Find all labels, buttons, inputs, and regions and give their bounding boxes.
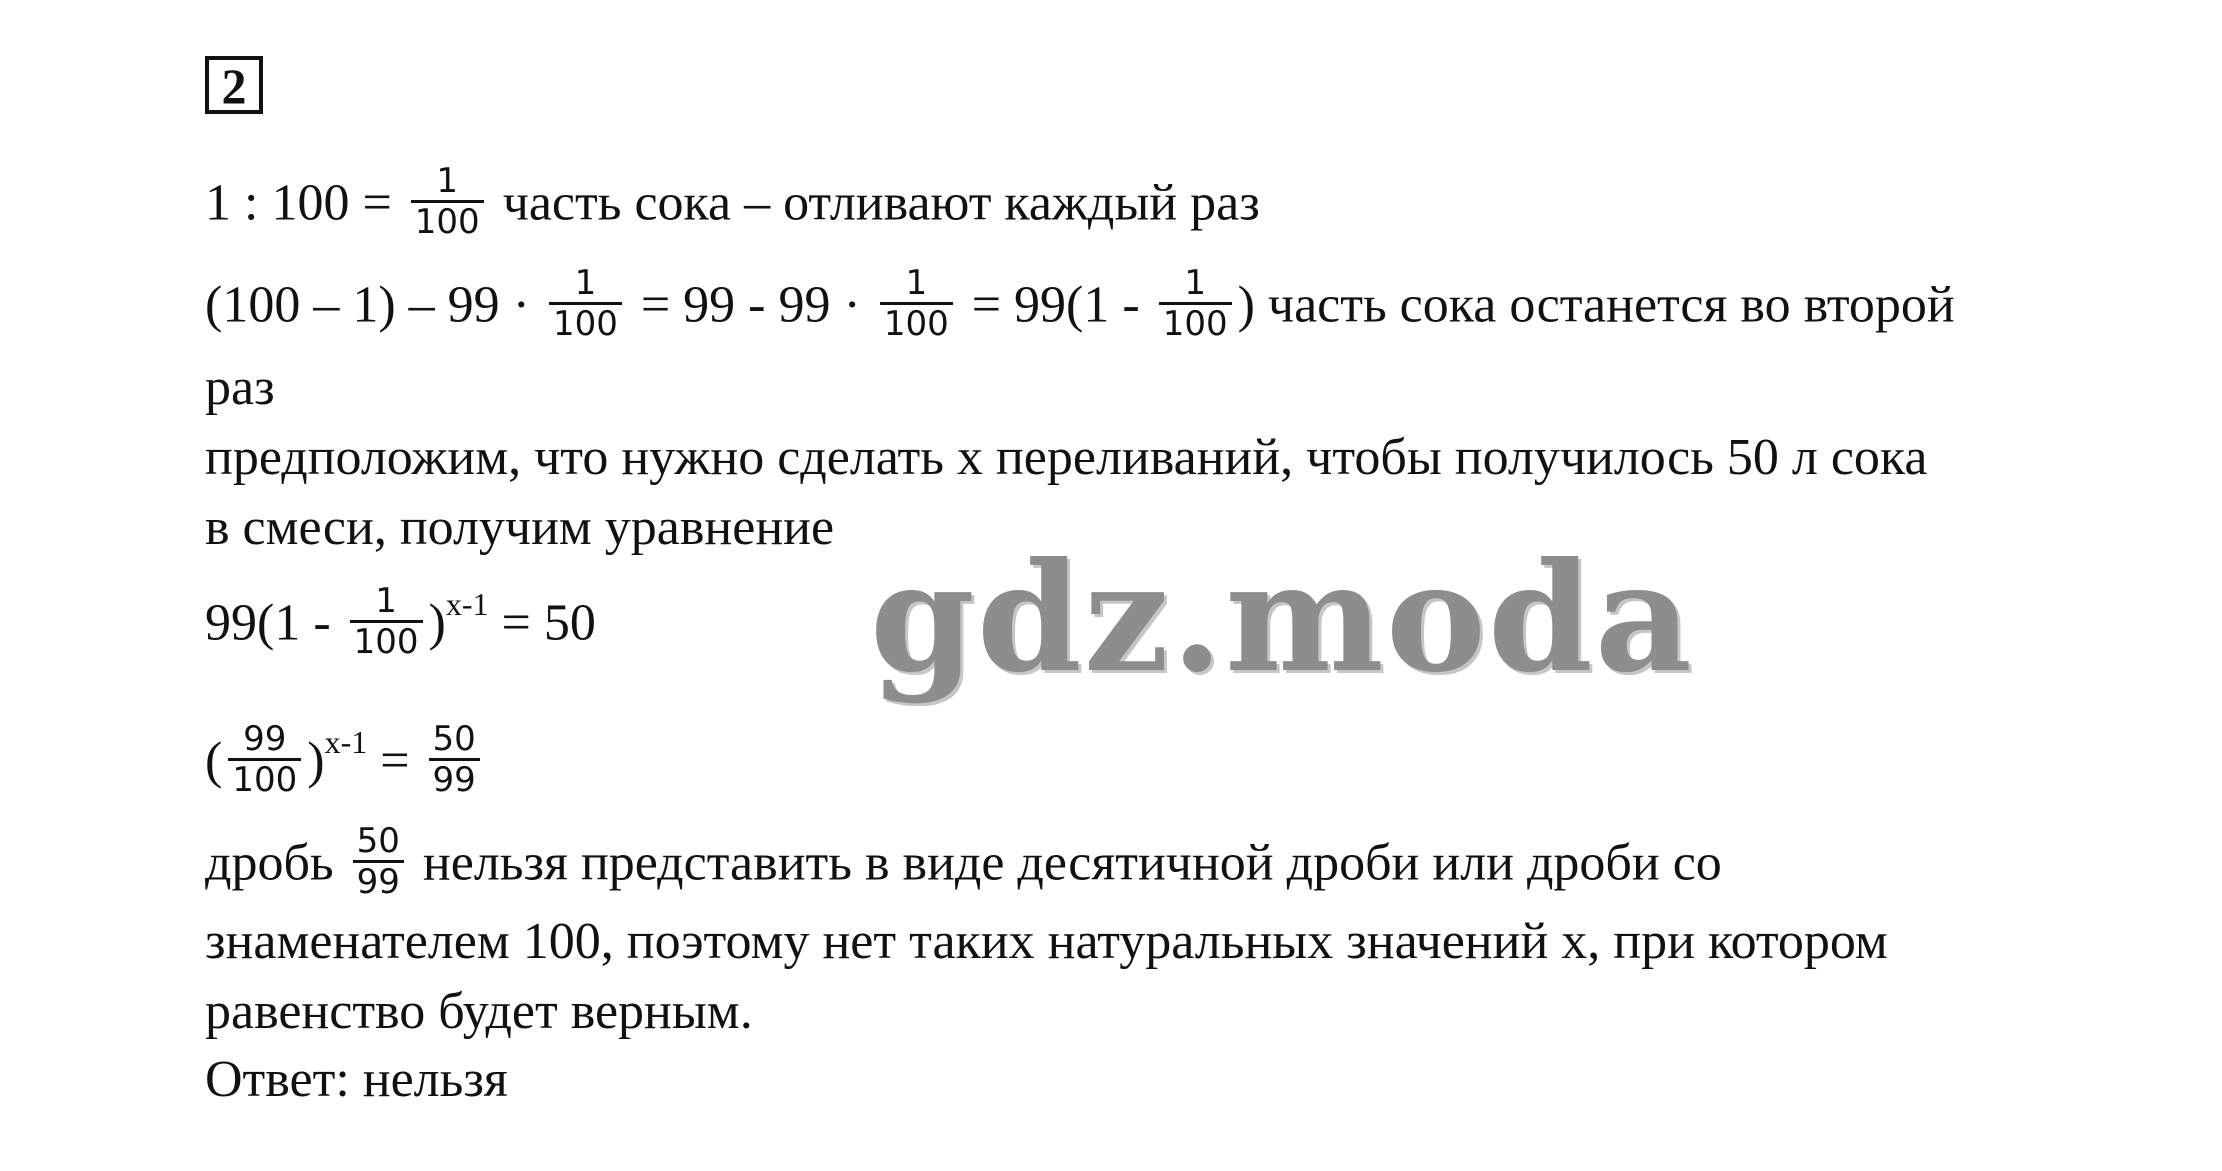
eq2-equals: = [380, 732, 410, 790]
eq2-exponent: x-1 [324, 724, 368, 760]
task-number-box: 2 [205, 56, 263, 114]
equation-1 [205, 580, 596, 667]
line-9: знаменателем 100, поэтому нет таких натуральных значений x, при котором [205, 913, 1888, 970]
line-4: предположим, что нужно сделать x переливаний, чтобы получилось 50 л сока [205, 429, 1928, 486]
line-8-text-a: дробь [205, 834, 334, 892]
eq2-fraction-2: $\frac{50}{99}$ [429, 720, 480, 799]
fraction-3: $\frac{1}{100}$ [1159, 264, 1232, 343]
fraction-2: $\frac{1}{100}$ [880, 264, 953, 343]
line-2-text-b: = 99 - 99 · [640, 276, 861, 334]
line-2-text-d: ) часть сока останется во второй [1237, 276, 1955, 334]
line-2-text-a: (100 – 1) – 99 · [205, 276, 530, 334]
line-10: равенство будет верным. [205, 983, 753, 1040]
watermark-logo: gdz.moda [870, 530, 1695, 706]
line-8 [205, 821, 1722, 907]
eq1-exponent: x-1 [445, 586, 489, 622]
fraction-50-99: $\frac{50}{99}$ [353, 822, 404, 901]
eq2-paren-open: ( [205, 732, 223, 790]
line-3: раз [205, 359, 275, 416]
line-5: в смеси, получим уравнение [205, 499, 835, 556]
equation-2 [205, 718, 486, 805]
answer-line: Ответ: нельзя [205, 1051, 508, 1108]
line-8-text-b: нельзя представить в виде десятичной дроби или дроби со [422, 834, 1722, 892]
line-1-text-b: часть сока – отливают каждый раз [502, 174, 1260, 232]
eq2-fraction-1: $\frac{99}{100}$ [228, 720, 301, 799]
fraction-1-100: $\frac{1}{100}$ [411, 162, 484, 241]
line-1-text-a: 1 : 100 = [205, 174, 392, 232]
eq2-paren-close: ) [307, 732, 325, 790]
line-1 [205, 161, 1260, 247]
eq1-text-c: = 50 [501, 594, 596, 652]
line-2-text-c: = 99(1 - [971, 276, 1140, 334]
eq1-paren: ) [428, 594, 446, 652]
line-2 [205, 263, 1955, 349]
eq1-fraction: $\frac{1}{100}$ [350, 582, 423, 661]
eq1-text-a: 99(1 - [205, 594, 331, 652]
fraction-1: $\frac{1}{100}$ [549, 264, 622, 343]
